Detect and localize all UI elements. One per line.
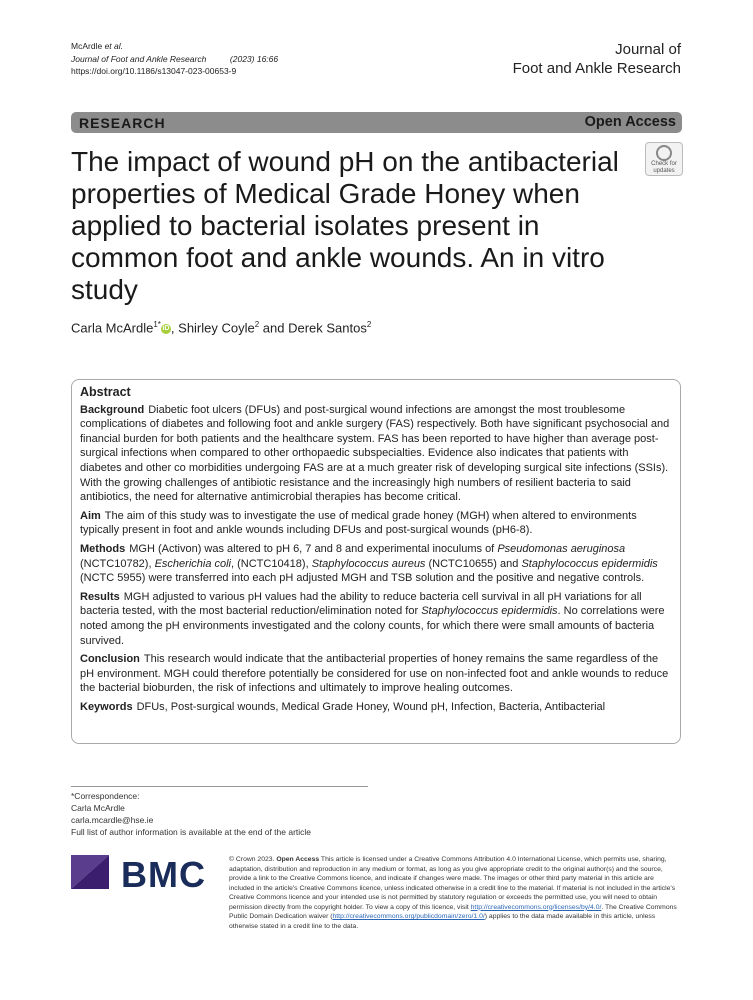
correspondence-note: Full list of author information is available at the end of the article — [71, 827, 312, 837]
orcid-icon[interactable]: iD — [162, 324, 170, 332]
license-open-access: Open Access — [276, 856, 320, 863]
abstract-heading: Abstract — [80, 385, 131, 399]
author-3-affil: 2 — [366, 320, 372, 329]
bmc-logo-text: BMC — [121, 854, 206, 895]
methods-species-sa: Staphylococcus aureus — [311, 557, 426, 570]
conclusion-label: Conclusion — [80, 653, 140, 666]
aim-label: Aim — [80, 509, 101, 522]
abstract-methods — [80, 542, 672, 586]
license-prefix: © Crown 2023. — [229, 856, 277, 863]
methods-text-2: (NCTC10782), — [80, 557, 155, 570]
license-link-cc-by[interactable]: http://creativecommons.org/licenses/by/4.0/ — [470, 903, 602, 911]
license-text-3: ) applies to the data made available in this article, unless otherwise stated in a credit line to the data. — [229, 913, 656, 930]
footnote-divider — [71, 786, 368, 787]
results-label: Results — [80, 590, 120, 603]
author-2-affil: 2 — [254, 320, 260, 329]
abstract-background — [80, 403, 672, 505]
background-text: Diabetic foot ulcers (DFUs) and post-surgical wound infections are amongst the most troublesome complications of diabetes and following foot and ankle surgery (FAS) respectively. Both have significant psychosocial and financial burden for both patients and the healthcare system. FAS has been reported to have higher than average post-surgical infections when compared to other orthopaedic subspecialties. Evidence also indicates that patients with diabetes and other co morbidities undergoing FAS are at a much greater risk of developing surgical site infections (SSIs). With the growing challenges of antibiotic resistance and the increasingly high numbers of resilient bacteria to said antibiotics, the need for alternative antimicrobial therapies has become critical. — [80, 403, 670, 504]
article-title: The impact of wound pH on the antibacterial properties of Medical Grade Honey when applied to bacterial isolates present in common foot and ankle wounds. An in vitro study — [71, 146, 619, 305]
author-3[interactable]: and Derek Santos — [259, 320, 367, 336]
journal-name-line2: Foot and Ankle Research — [512, 60, 681, 77]
correspondence-block — [71, 790, 311, 838]
methods-species-se: Staphylococcus epidermidis — [521, 557, 658, 570]
doi-link[interactable]: https://doi.org/10.1186/s13047-023-00653-9 — [71, 66, 237, 76]
abstract-results — [80, 590, 672, 648]
results-text-2: . No correlations were noted among the pH environments investigated and the colony counts, for which there were small amounts of bacteria survived. — [80, 605, 665, 647]
citation-block — [71, 40, 278, 78]
abstract-keywords — [80, 700, 672, 715]
abstract-aim — [80, 509, 672, 538]
citation-authors: McArdle — [71, 41, 103, 51]
keywords-label: Keywords — [80, 700, 133, 713]
author-1-affil: 1* — [153, 320, 161, 329]
citation-et-al: et al. — [104, 41, 123, 51]
license-text-2: . The Creative Commons Public Domain Dedication waiver ( — [229, 903, 677, 920]
badge-line1: Check for — [651, 161, 677, 167]
methods-text-5: (NCTC 5955) were transferred into each pH adjusted MGH and TSB solution and the positive and negative controls. — [80, 572, 645, 585]
badge-line2: updates — [653, 168, 675, 174]
bmc-logo-icon — [71, 855, 109, 889]
methods-text-4: (NCTC10655) and — [425, 557, 522, 570]
author-list — [71, 320, 371, 335]
journal-name-line1: Journal of — [615, 41, 681, 58]
author-2[interactable]: , Shirley Coyle — [170, 320, 255, 336]
bmc-logo[interactable] — [71, 854, 206, 895]
methods-label: Methods — [80, 542, 126, 555]
background-label: Background — [80, 403, 145, 416]
license-text-1: This article is licensed under a Creative Commons Attribution 4.0 International License, which permits use, sharing, adaptation, distribution and reproduction in any medium or format, as long as you give appropriate credit to the original author(s) and the source, provide a link to the Creative Commons licence, and indicate if changes were made. The images or other third party material in this article are included in the article's Creative Commons licence, unless indicated otherwise in a credit line to the material. If material is not included in the article's Creative Commons licence and your intended use is not permitted by statutory regulation or exceeds the permitted use, you will need to obtain permission directly from the copyright holder. To view a copy of this licence, visit — [229, 856, 676, 911]
methods-species-pa: Pseudomonas aeruginosa — [497, 542, 626, 555]
methods-species-ec: Escherichia coli — [154, 557, 231, 570]
check-for-updates-badge[interactable] — [645, 142, 683, 176]
correspondence-email[interactable]: carla.mcardle@hse.ie — [71, 815, 154, 825]
license-link-cc0[interactable]: http://creativecommons.org/publicdomain/zero/1.0/ — [332, 913, 485, 920]
correspondence-label: *Correspondence: — [71, 791, 140, 801]
abstract-box — [71, 379, 681, 744]
correspondence-name: Carla McArdle — [71, 803, 125, 813]
methods-text-3: , (NCTC10418), — [231, 557, 312, 570]
article-type-bar — [71, 112, 682, 133]
author-1[interactable]: Carla McArdle — [71, 320, 154, 336]
license-text — [229, 855, 681, 931]
abstract-conclusion — [80, 652, 672, 696]
methods-text-1: MGH (Activon) was altered to pH 6, 7 and 8 and experimental inoculums of — [129, 542, 498, 555]
results-text-1: MGH adjusted to various pH values had the ability to reduce bacteria cell survival in all pH variations for all bacteria tested, with the most bacterial reduction/elimination noted for — [80, 590, 642, 618]
research-label: RESEARCH — [79, 115, 166, 131]
journal-name — [513, 40, 681, 78]
open-access-label: Open Access — [584, 114, 676, 130]
citation-journal: Journal of Foot and Ankle Research — [71, 53, 207, 64]
keywords-text: DFUs, Post-surgical wounds, Medical Grade Honey, Wound pH, Infection, Bacteria, Antibacterial — [136, 700, 606, 713]
conclusion-text: This research would indicate that the antibacterial properties of honey remains the same regardless of the pH environment. MGH could therefore potentially be considered for use on non-infected foot and ankle wounds to reduce the bacterial bioburden, the risk of infections and ultimately to improve healing outcomes. — [80, 653, 669, 695]
check-updates-icon — [656, 145, 672, 161]
results-species-se: Staphylococcus epidermidis — [421, 605, 558, 618]
aim-text: The aim of this study was to investigate the use of medical grade honey (MGH) when altered to environments typically present in foot and ankle wounds including DFUs and post-surgical wounds (pH6-8). — [80, 509, 637, 537]
citation-year-volume: (2023) 16:66 — [229, 53, 279, 64]
